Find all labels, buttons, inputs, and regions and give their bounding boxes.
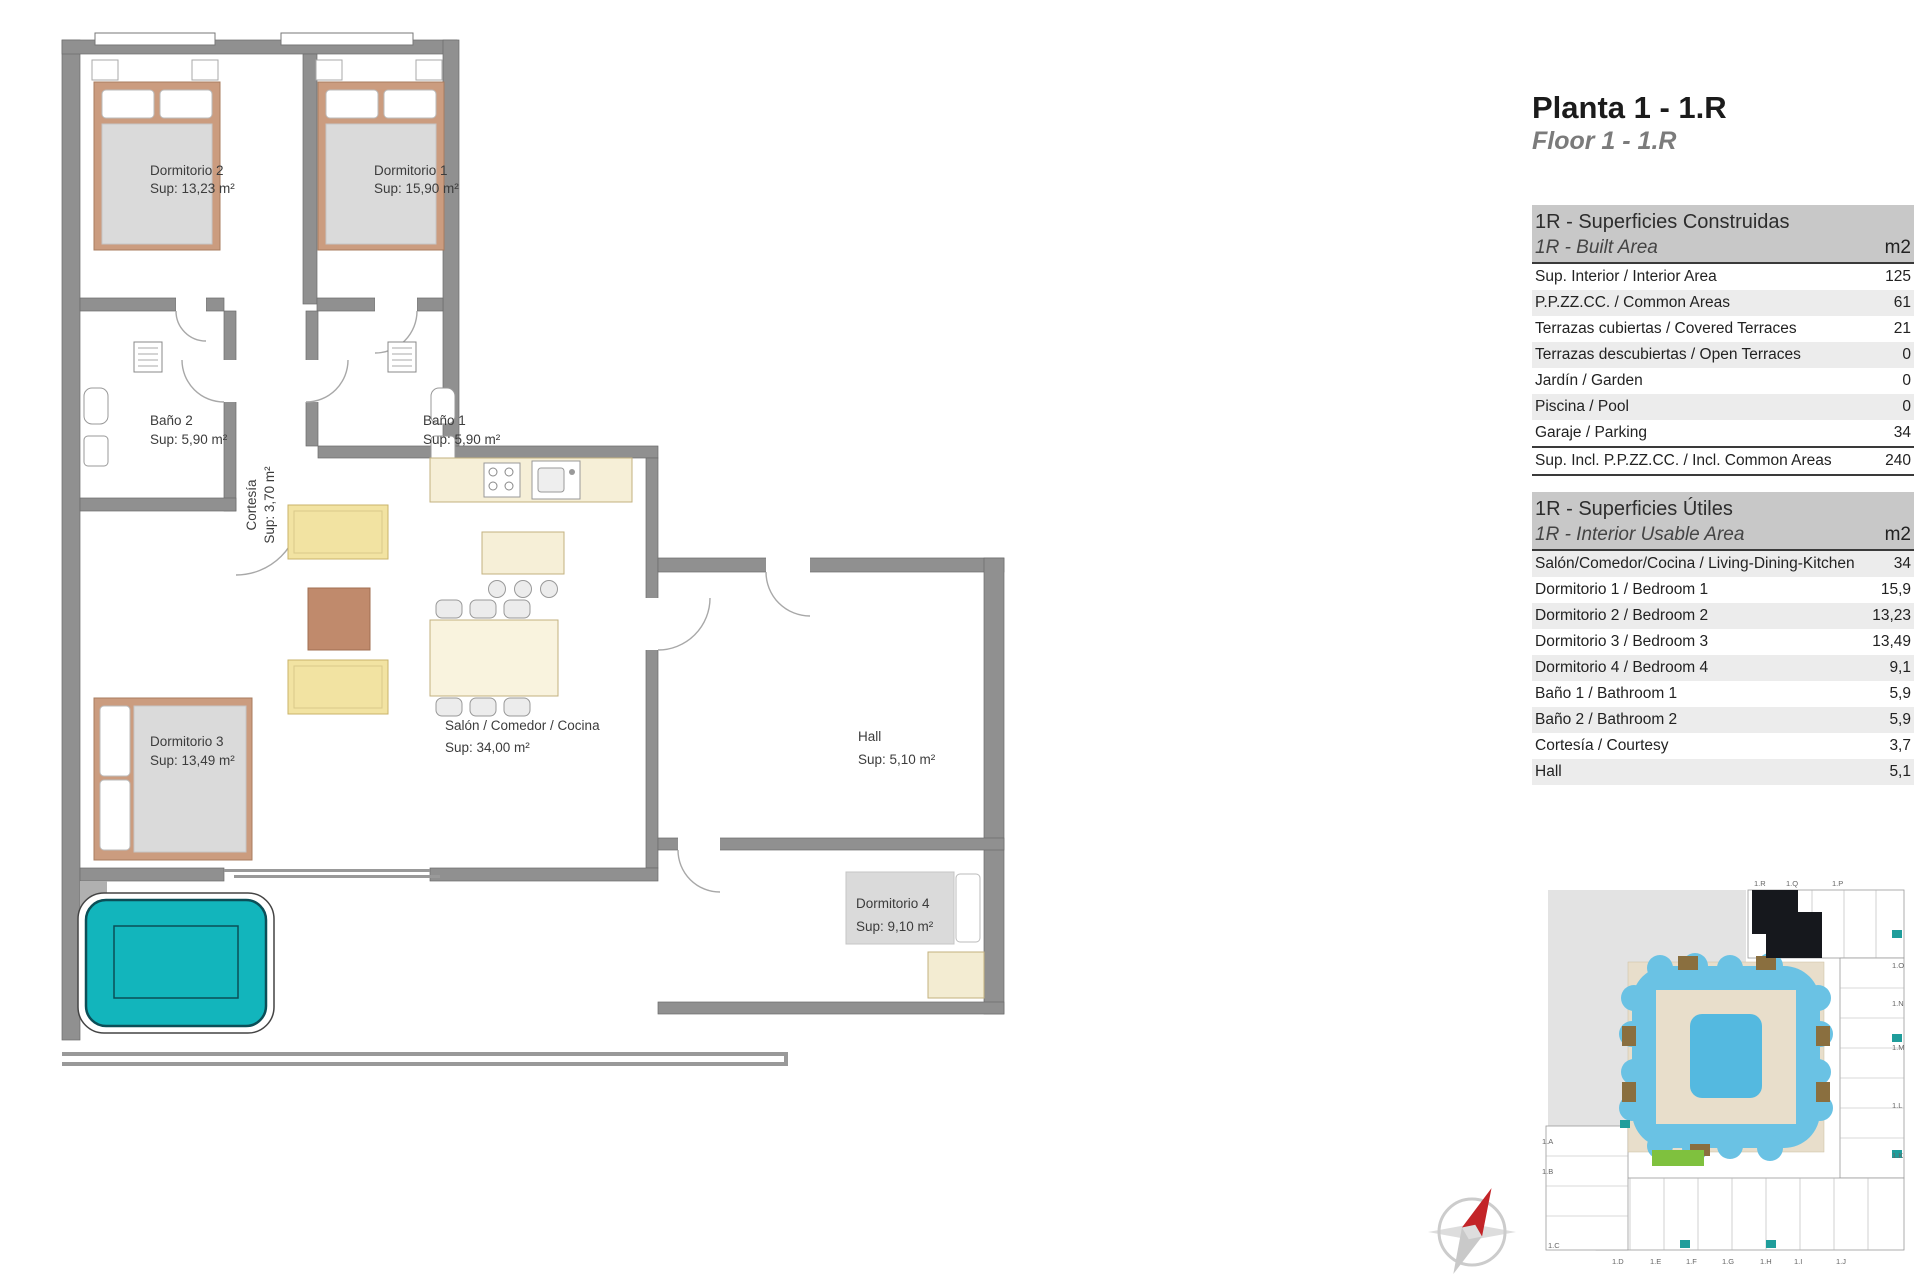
row-label: Dormitorio 2 / Bedroom 2 — [1535, 607, 1709, 624]
unit-label: 1.P — [1832, 879, 1844, 888]
bano2-label: Baño 2 — [150, 413, 193, 428]
row-label: Cortesía / Courtesy — [1535, 737, 1669, 754]
row-value: 9,1 — [1889, 659, 1911, 676]
row-label: Sup. Interior / Interior Area — [1535, 268, 1717, 285]
table-row — [1532, 420, 1914, 446]
row-value: 5,9 — [1889, 685, 1911, 702]
row-label: Baño 2 / Bathroom 2 — [1535, 711, 1678, 728]
built-area-table — [1532, 205, 1914, 476]
hall-sup: Sup: 5,10 m² — [858, 752, 936, 767]
row-value: 125 — [1885, 268, 1911, 285]
usable-area-table-header — [1532, 492, 1914, 551]
table-row — [1532, 681, 1914, 707]
site-plan-minimap — [1540, 876, 1912, 1272]
row-value: 34 — [1893, 555, 1911, 572]
row-value: 61 — [1893, 294, 1911, 311]
table-row — [1532, 368, 1914, 394]
unit-label: 1.R — [1754, 879, 1766, 888]
row-value: 34 — [1893, 424, 1911, 441]
row-value: 13,49 — [1872, 633, 1911, 650]
table-row — [1532, 316, 1914, 342]
info-panel — [1532, 90, 1914, 780]
row-value: 13,23 — [1872, 607, 1911, 624]
row-label: Jardín / Garden — [1535, 372, 1643, 389]
unit-label: 1.K — [1892, 1151, 1904, 1160]
row-label: Hall — [1535, 763, 1562, 780]
page-title: Planta 1 - 1.R — [1532, 90, 1727, 125]
row-value: 0 — [1902, 398, 1911, 415]
dormitorio3-sup: Sup: 13,49 m² — [150, 753, 235, 768]
siteplan-garden — [1652, 1150, 1704, 1166]
unit-label: m2 — [1884, 524, 1911, 545]
row-value: 15,9 — [1880, 581, 1911, 598]
table-row — [1532, 629, 1914, 655]
table-row — [1532, 733, 1914, 759]
cortesia-sup: Sup: 3,70 m² — [262, 466, 277, 544]
kitchen-counter — [430, 458, 632, 502]
unit-label: 1.I — [1794, 1257, 1803, 1266]
compass-icon — [1420, 1180, 1530, 1280]
terrace-jacuzzi — [78, 893, 274, 1033]
bano1-sup: Sup: 5,90 m² — [423, 432, 501, 447]
cortesia-label: Cortesía — [244, 479, 259, 531]
header-en: 1R - Built Area — [1535, 237, 1658, 258]
unit-label: 1.M — [1892, 1043, 1905, 1052]
dormitorio4-label: Dormitorio 4 — [856, 896, 930, 911]
dormitorio1-label: Dormitorio 1 — [374, 163, 448, 178]
table-row — [1532, 577, 1914, 603]
row-label: Piscina / Pool — [1535, 398, 1629, 415]
row-label: Sup. Incl. P.P.ZZ.CC. / Incl. Common Areas — [1535, 452, 1832, 469]
unit-label: m2 — [1884, 237, 1911, 258]
dining-table — [430, 600, 558, 716]
dormitorio1-sup: Sup: 15,90 m² — [374, 181, 459, 196]
unit-label: 1.B — [1542, 1167, 1554, 1176]
row-label: P.P.ZZ.CC. / Common Areas — [1535, 294, 1730, 311]
unit-label: 1.A — [1542, 1137, 1554, 1146]
built-area-table-header — [1532, 205, 1914, 264]
row-value: 5,9 — [1889, 711, 1911, 728]
unit-label: 1.F — [1686, 1257, 1697, 1266]
kitchen-island — [482, 532, 564, 598]
row-label: Dormitorio 4 / Bedroom 4 — [1535, 659, 1709, 676]
dormitorio2-sup: Sup: 13,23 m² — [150, 181, 235, 196]
dormitorio2-label: Dormitorio 2 — [150, 163, 224, 178]
header-en: 1R - Interior Usable Area — [1535, 524, 1745, 545]
row-label: Terrazas descubiertas / Open Terraces — [1535, 346, 1801, 363]
row-value: 3,7 — [1889, 737, 1911, 754]
bed-dormitorio4 — [846, 872, 984, 998]
row-value: 0 — [1902, 372, 1911, 389]
dormitorio4-sup: Sup: 9,10 m² — [856, 919, 934, 934]
unit-label: 1.D — [1612, 1257, 1624, 1266]
table-total-row — [1532, 446, 1914, 476]
row-value: 0 — [1902, 346, 1911, 363]
row-label: Dormitorio 3 / Bedroom 3 — [1535, 633, 1709, 650]
unit-label: 1.G — [1722, 1257, 1735, 1266]
unit-label: 1.Q — [1786, 879, 1799, 888]
bano2-sup: Sup: 5,90 m² — [150, 432, 228, 447]
bed-dormitorio3 — [94, 698, 252, 860]
bed-dormitorio1 — [316, 60, 444, 250]
table-row — [1532, 394, 1914, 420]
bano1-label: Baño 1 — [423, 413, 466, 428]
page-subtitle: Floor 1 - 1.R — [1532, 127, 1677, 155]
table-row — [1532, 290, 1914, 316]
table-row — [1532, 603, 1914, 629]
table-row — [1532, 759, 1914, 785]
row-label: Garaje / Parking — [1535, 424, 1647, 441]
header-es: 1R - Superficies Construidas — [1535, 211, 1790, 233]
salon-sup: Sup: 34,00 m² — [445, 740, 530, 755]
row-label: Salón/Comedor/Cocina / Living-Dining-Kitchen — [1535, 555, 1855, 572]
bed-dormitorio2 — [92, 60, 220, 250]
siteplan-courtyard — [1619, 953, 1833, 1161]
row-label: Terrazas cubiertas / Covered Terraces — [1535, 320, 1797, 337]
unit-label: 1.E — [1650, 1257, 1662, 1266]
row-value: 5,1 — [1889, 763, 1911, 780]
salon-label: Salón / Comedor / Cocina — [445, 718, 600, 733]
unit-label: 1.J — [1836, 1257, 1847, 1266]
row-value: 240 — [1885, 452, 1911, 469]
table-row — [1532, 655, 1914, 681]
table-row — [1532, 551, 1914, 577]
unit-label: 1.O — [1892, 961, 1905, 970]
row-label: Baño 1 / Bathroom 1 — [1535, 685, 1678, 702]
row-value: 21 — [1893, 320, 1911, 337]
header-es: 1R - Superficies Útiles — [1535, 498, 1733, 520]
hall-label: Hall — [858, 729, 882, 744]
unit-label: 1.C — [1548, 1241, 1560, 1250]
usable-area-table — [1532, 492, 1914, 785]
row-label: Dormitorio 1 / Bedroom 1 — [1535, 581, 1709, 598]
living-room-sofas — [288, 505, 388, 714]
table-row — [1532, 264, 1914, 290]
unit-label: 1.H — [1760, 1257, 1772, 1266]
dormitorio3-label: Dormitorio 3 — [150, 734, 224, 749]
unit-label: 1.N — [1892, 999, 1904, 1008]
table-row — [1532, 707, 1914, 733]
table-row — [1532, 342, 1914, 368]
unit-label: 1.L — [1892, 1101, 1903, 1110]
